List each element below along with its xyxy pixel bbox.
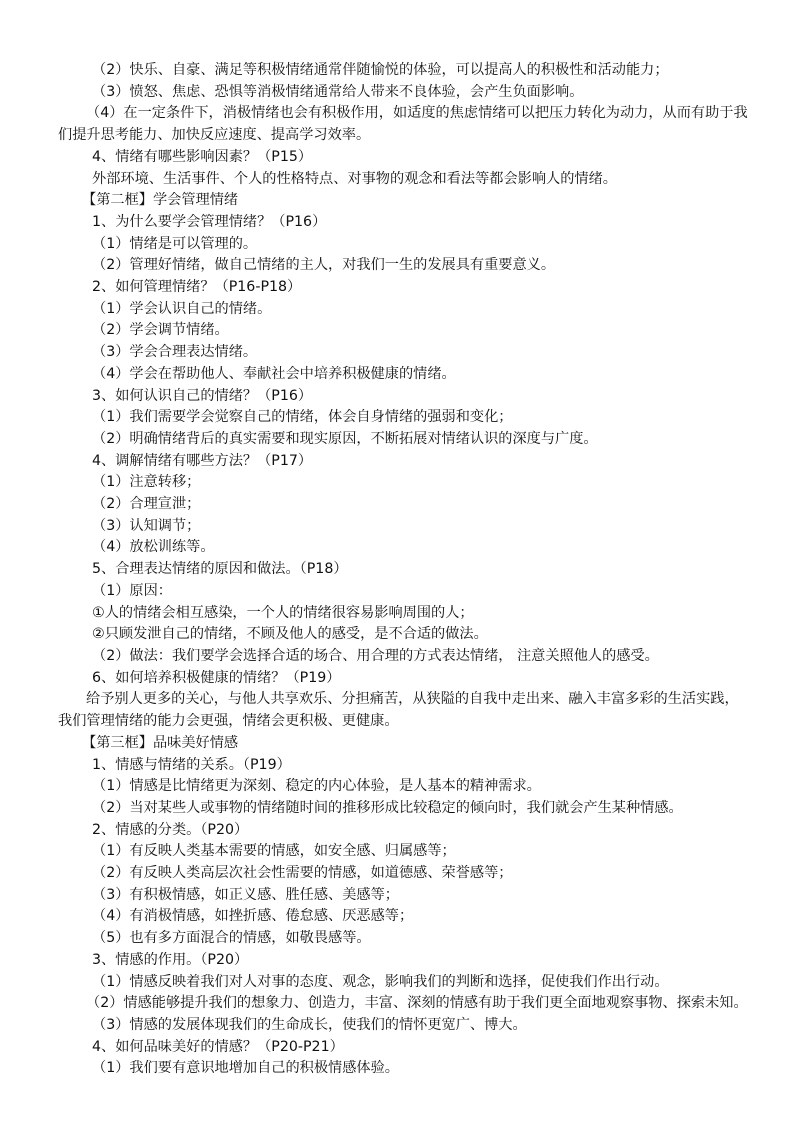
text-line: （3）有积极情感，如正义感、胜任感、美感等； <box>92 886 399 903</box>
text-line: （2）当对某些人或事物的情绪随时间的推移形成比较稳定的倾向时，我们就会产生某种情感。 <box>92 799 683 816</box>
section-heading: 【第三框】品味美好情感 <box>82 734 239 751</box>
text-line: （3）认知调节； <box>92 517 201 534</box>
text-line: （1）注意转移； <box>92 474 201 491</box>
text-line: ②只顾发泄自己的情绪，不顾及他人的感受，是不合适的做法。 <box>92 626 488 643</box>
question-heading: 4、情绪有哪些影响因素？（P15） <box>92 148 313 165</box>
document-body <box>58 60 748 1080</box>
text-line: （3）愤怒、焦虑、恐惧等消极情绪通常给人带来不良体验，会产生负面影响。 <box>92 83 584 100</box>
text-line: （4）放松训练等。 <box>92 539 215 556</box>
question-heading: 4、调解情绪有哪些方法？（P17） <box>92 452 313 469</box>
question-heading: 2、如何管理情绪？（P16-P18） <box>92 279 302 296</box>
text-line: （3）学会合理表达情绪。 <box>92 344 258 361</box>
question-heading: 2、情感的分类。（P20） <box>92 821 249 838</box>
question-heading: 3、情感的作用。（P20） <box>92 951 249 968</box>
question-heading: 3、如何认识自己的情绪？（P16） <box>92 387 313 404</box>
text-line: （4）有消极情感，如挫折感、倦怠感、厌恶感等； <box>92 908 414 925</box>
text-line: （2）有反映人类高层次社会性需要的情感，如道德感、荣誉感等； <box>92 865 513 882</box>
text-line: （2）明确情绪背后的真实需要和现实原因，不断拓展对情绪认识的深度与广度。 <box>92 430 598 447</box>
text-line: （2）快乐、自豪、满足等积极情绪通常伴随愉悦的体验，可以提高人的积极性和活动能力； <box>92 62 669 78</box>
text-line: （2）合理宣泄； <box>92 496 201 513</box>
question-heading: 1、为什么要学会管理情绪？（P16） <box>92 213 327 230</box>
text-line: （2）做法：我们要学会选择合适的场合、用合理的方式表达情绪， 注意关照他人的感受。 <box>92 647 659 664</box>
text-line: ①人的情绪会相互感染，一个人的情绪很容易影响周围的人； <box>92 604 474 621</box>
text-line: （1）情感反映着我们对人对事的态度、观念，影响我们的判断和选择，促使我们作出行动。 <box>92 973 669 990</box>
text-line: （1）我们要有意识地增加自己的积极情感体验。 <box>92 1060 399 1077</box>
text-line: （1）情感是比情绪更为深刻、稳定的内心体验，是人基本的精神需求。 <box>92 778 541 795</box>
text-paragraph: （2）情感能够提升我们的想象力、创造力，丰富、深刻的情感有助于我们更全面地观察事物、探索未知。 <box>86 995 748 1012</box>
question-heading: 6、如何培养积极健康的情绪？（P19） <box>92 669 341 686</box>
text-paragraph: 给予别人更多的关心，与他人共享欢乐、分担痛苦，从狭隘的自我中走出来、融入丰富多彩的生活实践，我们管理情绪的能力会更强，情绪会更积极、更健康。 <box>58 691 739 730</box>
question-heading: 5、合理表达情绪的原因和做法。（P18） <box>92 561 348 578</box>
text-line: （5）也有多方面混合的情感，如敬畏感等。 <box>92 930 371 947</box>
text-line: （2）学会调节情绪。 <box>92 322 229 339</box>
text-line: 外部环境、生活事件、个人的性格特点、对事物的观念和看法等都会影响人的情绪。 <box>92 170 617 187</box>
text-line: （1）我们需要学会觉察自己的情绪，体会自身情绪的强弱和变化； <box>92 409 513 426</box>
question-heading: 1、情感与情绪的关系。（P19） <box>92 756 291 773</box>
text-paragraph: （4）在一定条件下，消极情绪也会有积极作用，如适度的焦虑情绪可以把压力转化为动力，从而有助于我们提升思考能力、加快反应速度、提高学习效率。 <box>58 105 748 144</box>
section-heading: 【第二框】学会管理情绪 <box>82 192 239 209</box>
text-line: （3）情感的发展体现我们的生命成长，使我们的情怀更宽广、博大。 <box>92 1016 527 1033</box>
text-line: （1）原因： <box>92 582 172 599</box>
text-line: （2）管理好情绪，做自己情绪的主人，对我们一生的发展具有重要意义。 <box>92 257 556 274</box>
text-line: （1）情绪是可以管理的。 <box>92 235 258 252</box>
text-line: （1）学会认识自己的情绪。 <box>92 300 272 317</box>
question-heading: 4、如何品味美好的情感？（P20-P21） <box>92 1038 344 1055</box>
text-line: （1）有反映人类基本需要的情感，如安全感、归属感等； <box>92 843 456 860</box>
text-line: （4）学会在帮助他人、奉献社会中培养积极健康的情绪。 <box>92 365 456 382</box>
